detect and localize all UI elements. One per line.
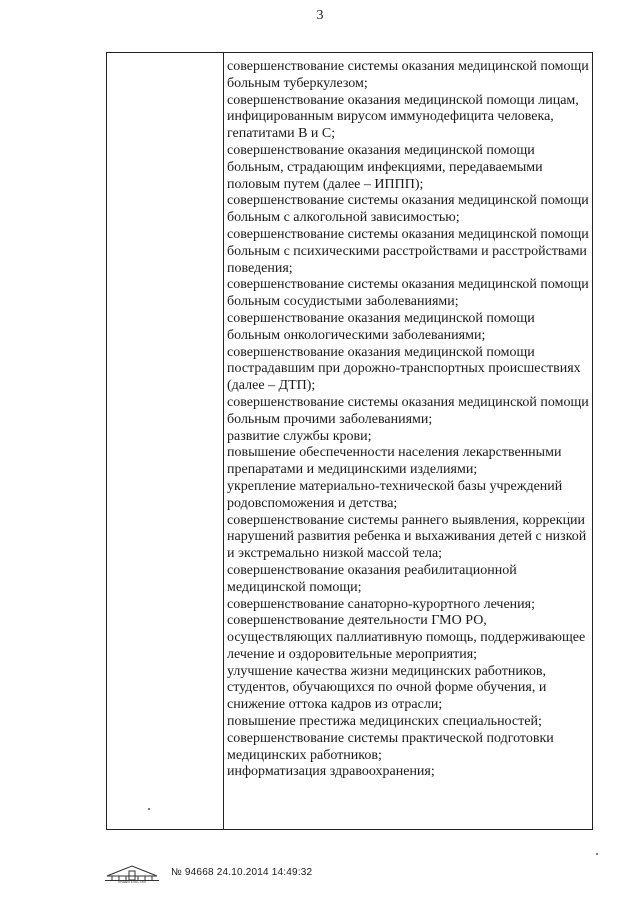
measure-item: совершенствование оказания медицинской помощи пострадавшим при дорожно-транспортных происшествиях (далее – ДТП); bbox=[227, 344, 581, 394]
measure-item: совершенствование системы практической подготовки медицинских работников; bbox=[227, 730, 554, 763]
scan-speck bbox=[148, 808, 150, 810]
emblem-caption: ПРАВИТЕЛЬСТВО bbox=[117, 880, 147, 883]
column-divider bbox=[223, 53, 224, 829]
measure-item: совершенствование системы раннего выявления, коррекции нарушений развития ребенка и выхаживания детей с низкой и экстремально низкой массой тела; bbox=[227, 512, 587, 562]
scan-speck bbox=[596, 853, 598, 855]
measure-item: совершенствование санаторно-курортного лечения; bbox=[227, 596, 535, 612]
scan-speck bbox=[568, 512, 569, 513]
government-building-emblem-icon bbox=[103, 863, 161, 883]
measure-item: совершенствование оказания медицинской помощи лицам, инфицированным вирусом иммунодефицита человека, гепатитами В и С; bbox=[227, 92, 579, 142]
registration-stamp bbox=[103, 863, 523, 885]
measure-item: совершенствование деятельности ГМО РО, осуществляющих паллиативную помощь, поддерживающее лечение и оздоровительные мероприятия; bbox=[227, 613, 586, 662]
measures-list bbox=[227, 59, 589, 781]
measure-item: укрепление материально-технической базы учреждений родовспоможения и детства; bbox=[227, 478, 563, 511]
measure-item: совершенствование оказания реабилитационной медицинской помощи; bbox=[227, 562, 517, 595]
measure-item: совершенствование оказания медицинской помощи больным, страдающим инфекциями, передаваемыми половым путем (далее – ИППП); bbox=[227, 142, 543, 192]
measure-item: совершенствование системы оказания медицинской помощи больным сосудистыми заболеваниями; bbox=[227, 277, 589, 310]
measure-item: улучшение качества жизни медицинских работников, студентов, обучающихся по очной форме обучения, и снижение оттока кадров из отрасли; bbox=[227, 663, 547, 713]
measure-item: совершенствование системы оказания медицинской помощи больным с психическими расстройствами и расстройствами поведения; bbox=[227, 226, 589, 276]
measure-item: совершенствование системы оказания медицинской помощи больным туберкулезом; bbox=[227, 59, 589, 91]
measure-item: информатизация здравоохранения; bbox=[227, 764, 435, 780]
stamp-text: № 94668 24.10.2014 14:49:32 bbox=[171, 867, 313, 878]
page-number: 3 bbox=[316, 8, 324, 23]
measure-item: повышение престижа медицинских специальностей; bbox=[227, 714, 542, 730]
measures-table bbox=[106, 52, 593, 830]
measure-item: совершенствование системы оказания медицинской помощи больным с алкогольной зависимостью; bbox=[227, 193, 589, 226]
measure-item: совершенствование оказания медицинской помощи больным онкологическими заболеваниями; bbox=[227, 310, 535, 343]
measure-item: развитие службы крови; bbox=[227, 428, 372, 444]
measure-item: повышение обеспеченности населения лекарственными препаратами и медицинскими изделиями; bbox=[227, 445, 562, 478]
measure-item: совершенствование системы оказания медицинской помощи больным прочими заболеваниями; bbox=[227, 394, 589, 427]
